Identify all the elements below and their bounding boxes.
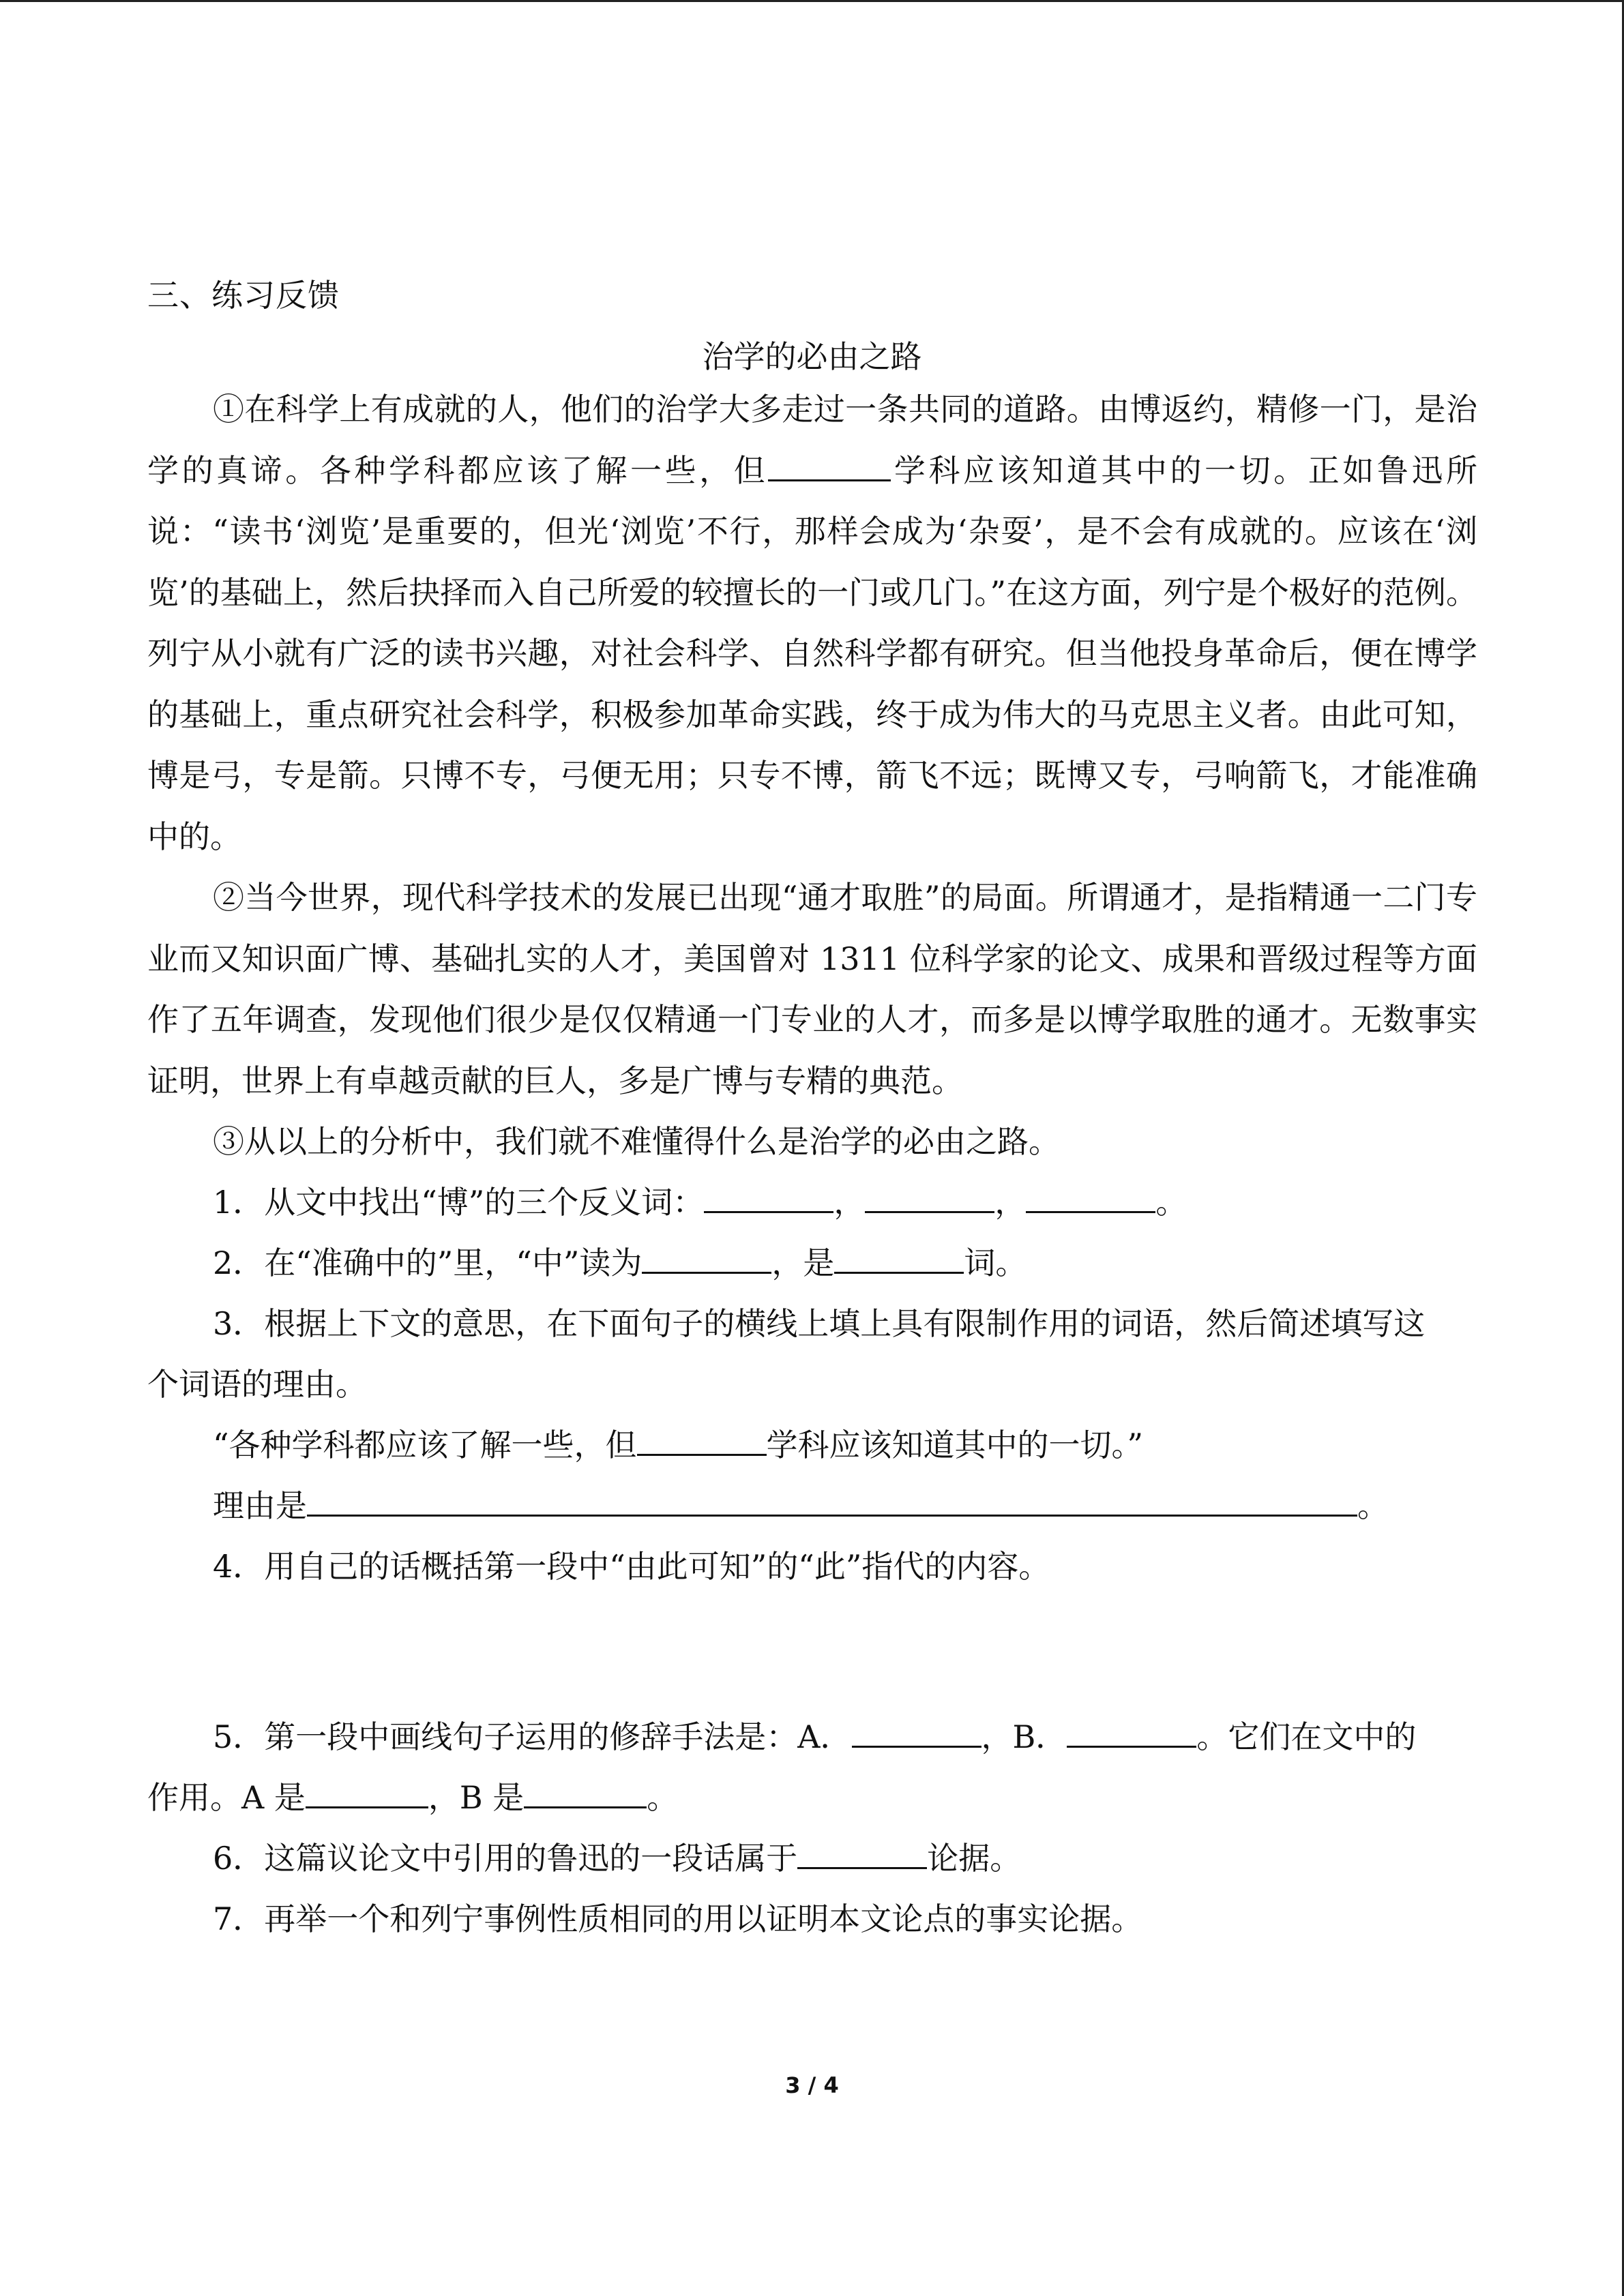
section-heading: 三、练习反馈 — [147, 277, 340, 314]
question-7: 7．再举一个和列宁事例性质相同的用以证明本文论点的事实论据。 — [213, 1900, 1143, 1937]
question-2-mid: ，是 — [771, 1244, 835, 1281]
question-5-end: 。它们在文中的 — [1196, 1718, 1417, 1755]
article-paragraph-3: ③从以上的分析中，我们就不难懂得什么是治学的必由之路。 — [213, 1123, 1060, 1160]
answer-line[interactable] — [307, 1485, 1357, 1517]
question-3-line-2: 个词语的理由。 — [147, 1366, 367, 1403]
question-3-quote-b: 学科应该知道其中的一切。” — [766, 1427, 1144, 1463]
fill-blank[interactable] — [642, 1242, 771, 1274]
paragraph-1-text-b: 学科应该知道其中的一切。正如鲁迅所说：“读书‘浏览’是重要的，但光‘浏览’不行，那样会成为‘杂耍’，是不会有成就的。应该在‘浏览’的基础上，然后抉择而入自己所爱的较擅长的一门或几门。”在这方面，列宁是个极好的范例。列宁从小就有广泛的读书兴趣，对社会科学、自然科学都有研究。但当他投身革命后，便在博学的基础上，重点研究社会科学，积极参加革命实践，终于成为伟大的马克思主义者。由此可知，博是弓，专是箭。只博不专，弓便无用；只专不博，箭飞不远；既博又专，弓响箭飞，才能准确中的。 — [147, 451, 1478, 855]
article-paragraph-2: ②当今世界，现代科学技术的发展已出现“通才取胜”的局面。所谓通才，是指精通一二门专业而又知识面广博、基础扎实的人才，美国曾对 1311 位科学家的论文、成果和晋级过程等方面作了五年调查，发现他们很少是仅仅精通一门专业的人才，而多是以博学取胜的通才。无数事实证明，世界上有卓越贡献的巨人，多是广博与专精的典范。 — [147, 879, 1477, 1099]
separator: ， — [994, 1184, 1027, 1221]
question-5-line-2 — [147, 1774, 678, 1821]
fill-blank[interactable] — [704, 1181, 833, 1213]
question-2-text: 2．在“准确中的”里，“中”读为 — [213, 1244, 643, 1281]
question-3-quote-a: “各种学科都应该了解一些，但 — [213, 1427, 637, 1463]
question-2-end: 词。 — [964, 1244, 1027, 1281]
question-1-text: 1．从文中找出“博”的三个反义词： — [213, 1184, 705, 1221]
question-3-line-1: 3．根据上下文的意思，在下面句子的横线上填上具有限制作用的词语，然后简述填写这 — [213, 1305, 1426, 1342]
page-border-top — [0, 0, 1624, 2]
article-title: 治学的必由之路 — [702, 338, 922, 375]
fill-blank[interactable] — [797, 1837, 927, 1869]
question-5-b-label: ，B 是 — [428, 1779, 525, 1816]
question-2 — [213, 1239, 1027, 1287]
fill-blank[interactable] — [1067, 1716, 1196, 1748]
fill-blank[interactable] — [852, 1716, 981, 1748]
paragraph-1-text-a: ①在科学上有成就的人，他们的治学大多走过一条共同的道路。由博返约，精修一门，是治学的真谛。各种学科都应该了解一些，但 — [147, 391, 1477, 489]
fill-blank[interactable] — [768, 449, 891, 481]
question-5-line-1 — [213, 1713, 1416, 1761]
fill-blank[interactable] — [834, 1242, 964, 1274]
article-paragraph-1 — [147, 379, 1477, 867]
question-3-quote — [213, 1421, 1143, 1469]
fill-blank[interactable] — [306, 1776, 428, 1808]
fill-blank[interactable] — [1026, 1181, 1155, 1213]
fill-blank[interactable] — [637, 1424, 767, 1456]
reason-label: 理由是 — [213, 1487, 307, 1524]
terminator: 。 — [1155, 1184, 1187, 1221]
question-4: 4．用自己的话概括第一段中“由此可知”的“此”指代的内容。 — [213, 1548, 1050, 1585]
question-1 — [213, 1178, 1187, 1226]
question-5-text: 5．第一段中画线句子运用的修辞手法是：A． — [213, 1718, 852, 1755]
question-6-end: 论据。 — [927, 1840, 1022, 1877]
fill-blank[interactable] — [524, 1776, 647, 1808]
fill-blank[interactable] — [865, 1181, 994, 1213]
page-number: 3 / 4 — [785, 2072, 839, 2098]
question-3-reason — [213, 1482, 1389, 1530]
question-5-a-label: 作用。A 是 — [147, 1779, 306, 1816]
question-5-mid: ，B． — [981, 1718, 1067, 1755]
terminator: 。 — [1357, 1487, 1389, 1524]
terminator: 。 — [647, 1779, 679, 1816]
question-6-text: 6．这篇议论文中引用的鲁迅的一段话属于 — [213, 1840, 798, 1877]
question-6 — [213, 1834, 1021, 1882]
separator: ， — [833, 1184, 866, 1221]
